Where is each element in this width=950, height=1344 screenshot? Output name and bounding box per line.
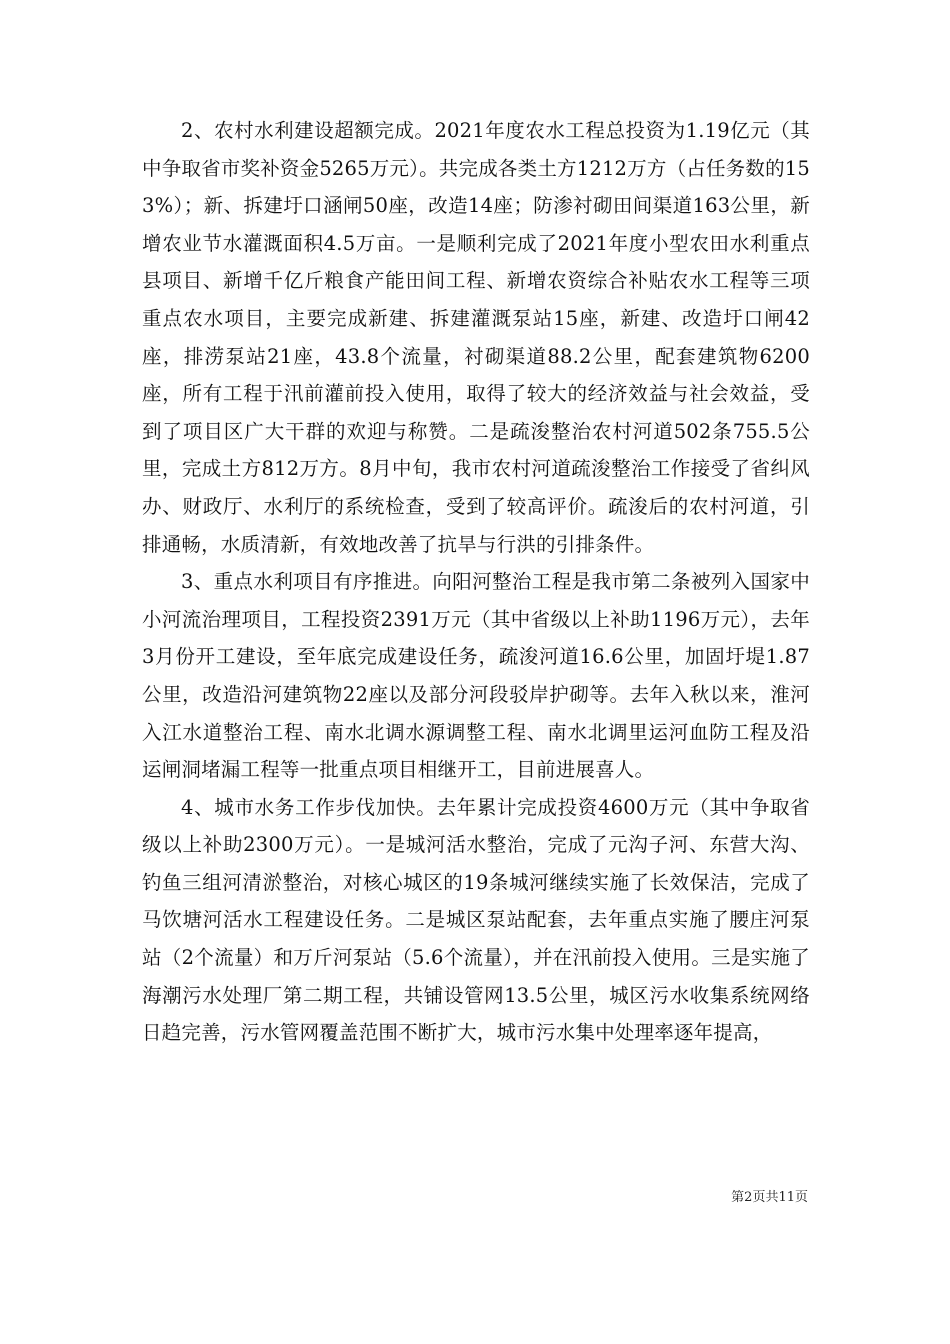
- paragraph-urban-water: 4、城市水务工作步伐加快。去年累计完成投资4600万元（其中争取省级以上补助2300万元）。一是城河活水整治，完成了元沟子河、东营大沟、钓鱼三组河清淤整治，对核心城区的19条城河继续实施了长效保洁，完成了马饮塘河活水工程建设任务。二是城区泵站配套，去年重点实施了腰庄河泵站（2个流量）和万斤河泵站（5.6个流量），并在汛前投入使用。三是实施了海潮污水处理厂第二期工程，共铺设管网13.5公里，城区污水收集系统网络日趋完善，污水管网覆盖范围不断扩大，城市污水集中处理率逐年提高，: [142, 795, 810, 1045]
- paragraph-rural-water: 2、农村水利建设超额完成。2021年度农水工程总投资为1.19亿元（其中争取省市奖补资金5265万元）。共完成各类土方1212万方（占任务数的153%）；新、拆建圩口涵闸50座，改造14座；防渗衬砌田间渠道163公里，新增农业节水灌溉面积4.5万亩。一是顺利完成了2021年度小型农田水利重点县项目、新增千亿斤粮食产能田间工程、新增农资综合补贴农水工程等三项重点农水项目，主要完成新建、拆建灌溉泵站15座，新建、改造圩口闸42座，排涝泵站21座，43.8个流量，衬砌渠道88.2公里，配套建筑物6200座，所有工程于汛前灌前投入使用，取得了较大的经济效益与社会效益，受到了项目区广大干群的欢迎与称赞。二是疏浚整治农村河道502条755.5公里，完成土方812万方。8月中旬，我市农村河道疏浚整治工作接受了省纠风办、财政厅、水利厅的系统检查，受到了较高评价。疏浚后的农村河道，引排通畅，水质清新，有效地改善了抗旱与行洪的引排条件。: [142, 119, 810, 556]
- paragraph-key-projects: 3、重点水利项目有序推进。向阳河整治工程是我市第二条被列入国家中小河流治理项目，工程投资2391万元（其中省级以上补助1196万元），去年3月份开工建设，至年底完成建设任务，疏浚河道16.6公里，加固圩堤1.87公里，改造沿河建筑物22座以及部分河段驳岸护砌等。去年入秋以来，淮河入江水道整治工程、南水北调水源调整工程、南水北调里运河血防工程及沿运闸洞堵漏工程等一批重点项目相继开工，目前进展喜人。: [142, 570, 810, 782]
- page-number-footer: 第2页共11页: [731, 1190, 808, 1205]
- document-body: [142, 112, 810, 1052]
